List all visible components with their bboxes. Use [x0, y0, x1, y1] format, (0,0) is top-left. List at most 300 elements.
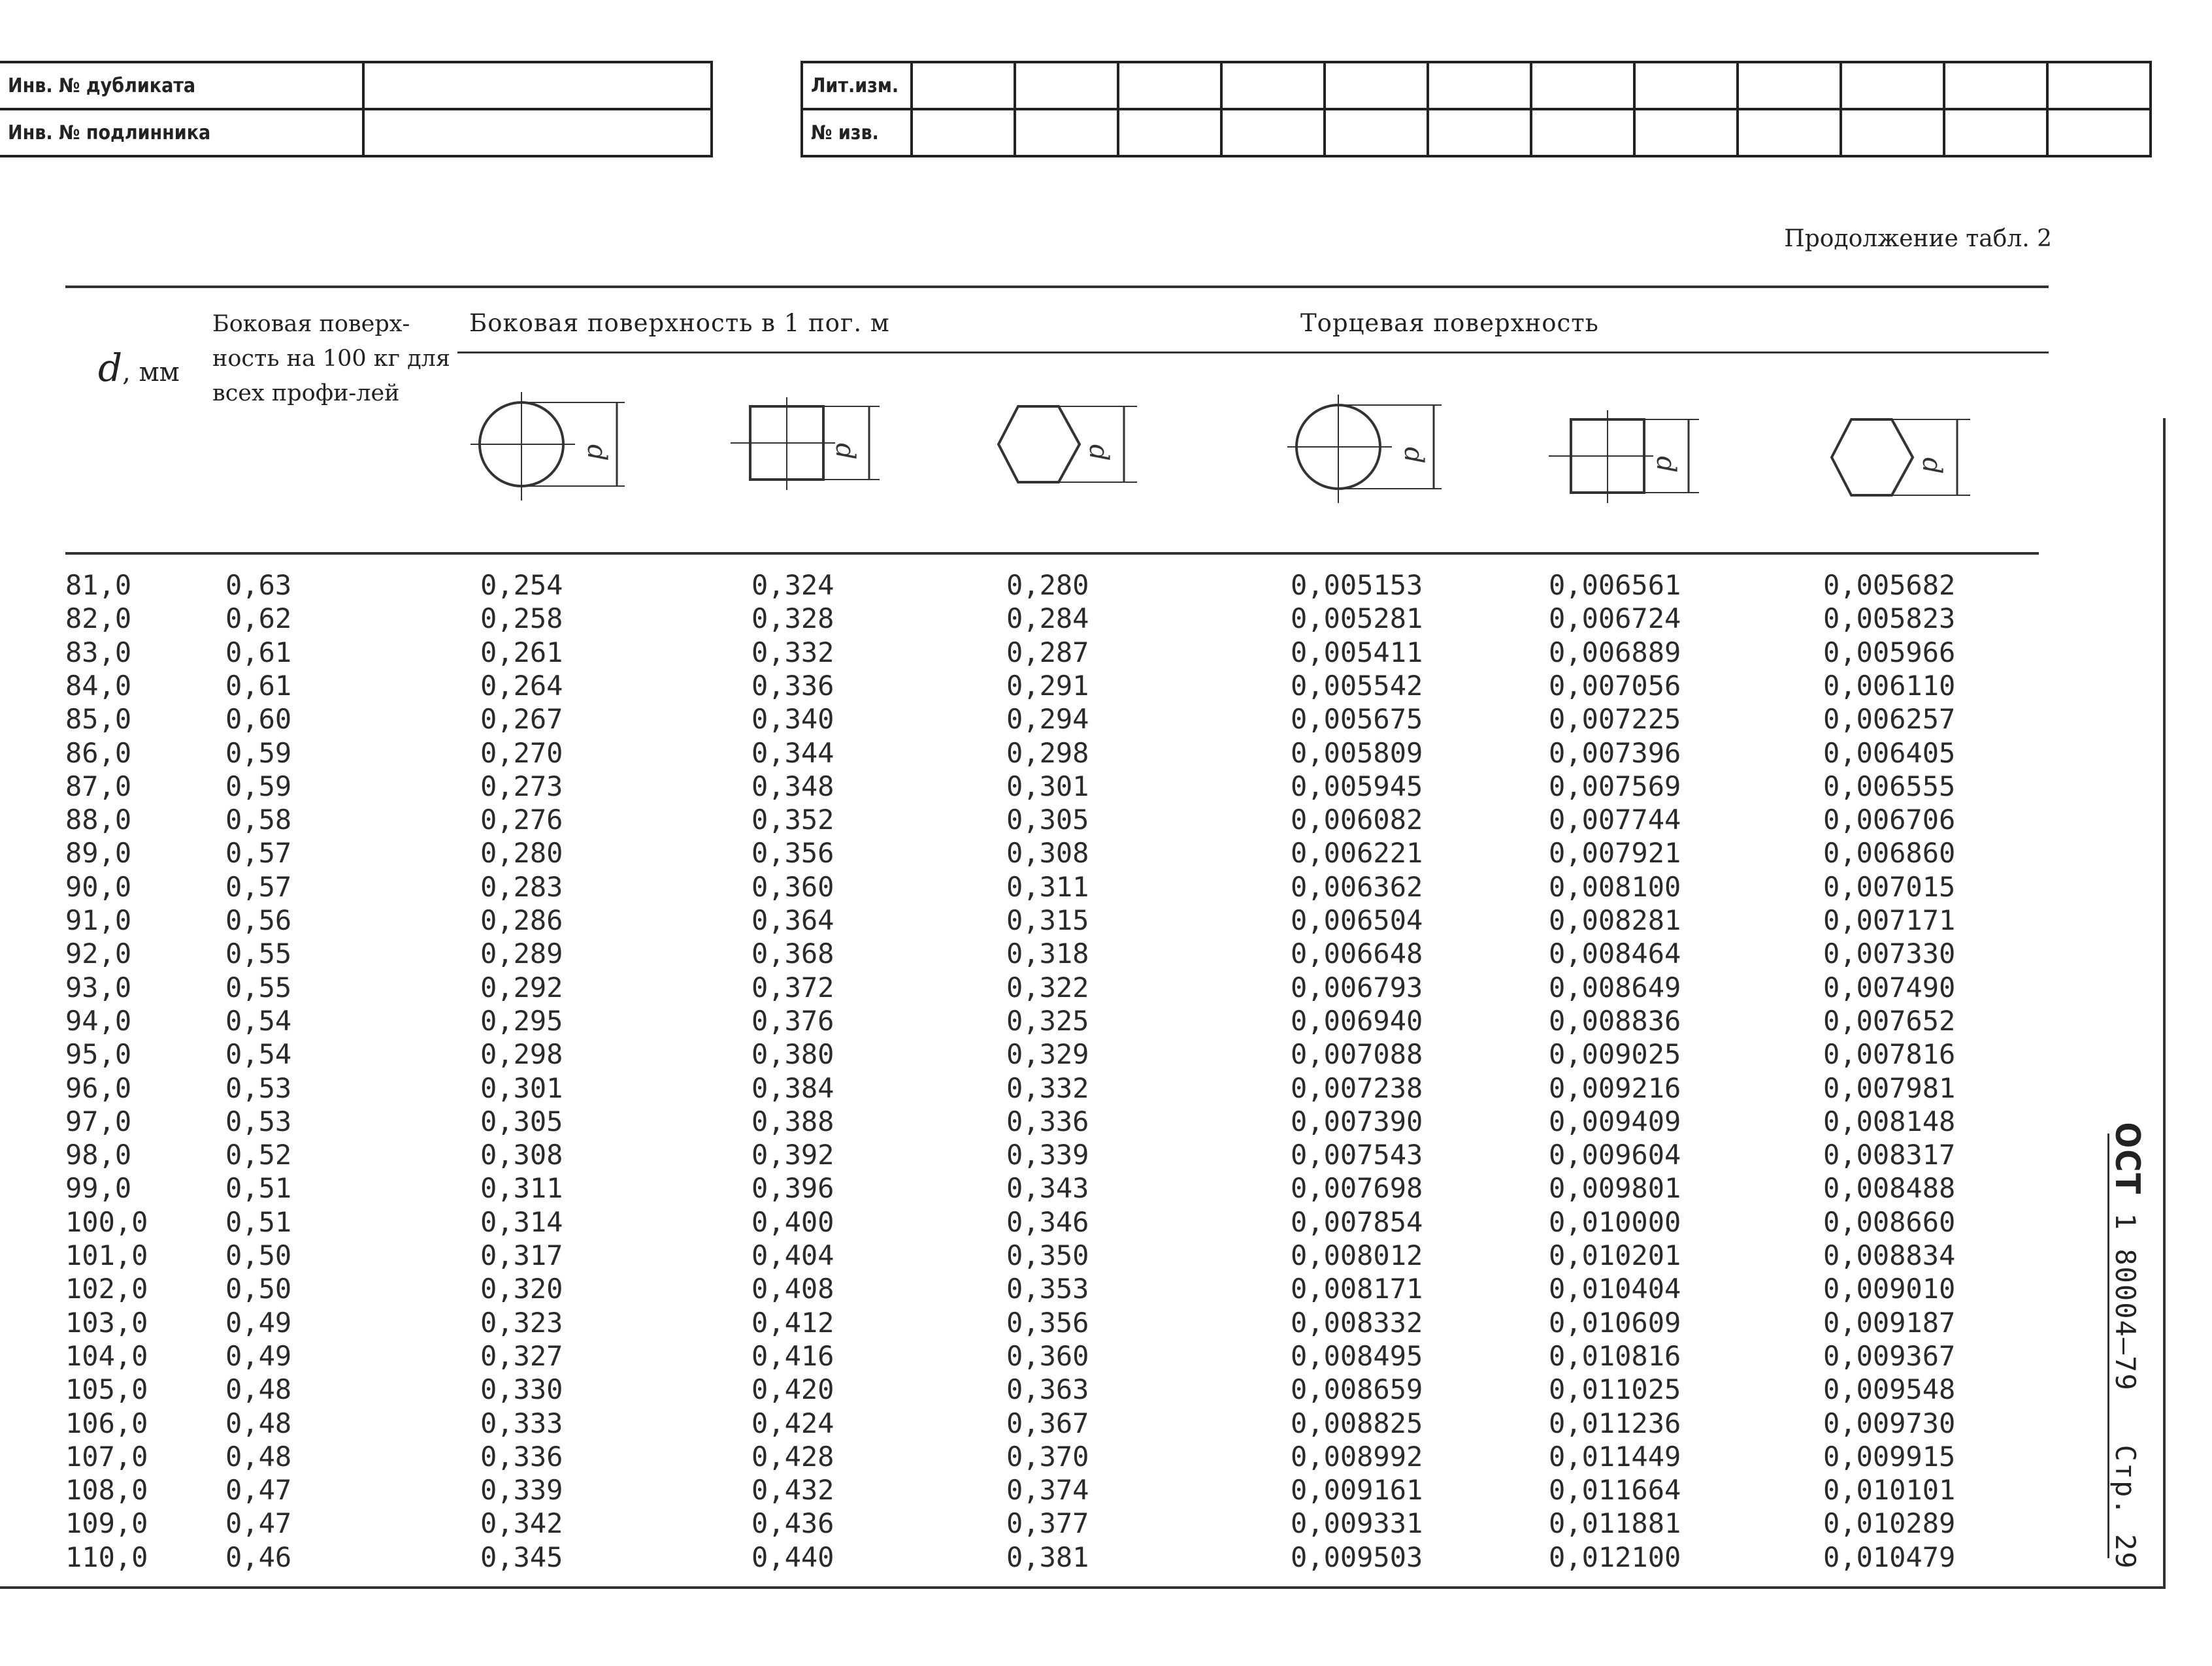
- end-circle-cell: 0,005675: [1291, 703, 1423, 735]
- end-circle-cell: 0,008495: [1291, 1340, 1423, 1372]
- original-inventory-value: [363, 109, 712, 156]
- side-square-cell: 0,432: [751, 1474, 834, 1506]
- stamp-cell: [1841, 62, 1944, 109]
- side-hexagon-cell: 0,287: [1006, 636, 1089, 668]
- table-row: [0, 1507, 2091, 1541]
- end-hexagon-cell: 0,006110: [1823, 670, 1956, 702]
- end-hexagon-cell: 0,007171: [1823, 904, 1956, 936]
- side-circle-cell: 0,298: [480, 1038, 563, 1070]
- duplicate-inventory-label: Инв. № дубликата: [0, 62, 363, 109]
- surface-100kg-cell: 0,61: [225, 636, 292, 668]
- table-row: [0, 1171, 2091, 1205]
- side-circle-cell: 0,264: [480, 670, 563, 702]
- end-circle-cell: 0,007543: [1291, 1139, 1423, 1171]
- side-hexagon-cell: 0,346: [1006, 1206, 1089, 1238]
- end-hexagon-cell: 0,006257: [1823, 703, 1956, 735]
- standard-ost-label: ОСТ: [2107, 1122, 2147, 1196]
- side-square-cell: 0,368: [751, 938, 834, 970]
- surface-100kg-cell: 0,59: [225, 737, 292, 769]
- square-profile-icon: [1549, 405, 1706, 516]
- diameter-cell: 109,0: [65, 1507, 148, 1539]
- end-circle-cell: 0,008825: [1291, 1407, 1423, 1439]
- side-square-cell: 0,428: [751, 1441, 834, 1473]
- stamp-cell: [1015, 109, 1118, 156]
- side-circle-cell: 0,283: [480, 871, 563, 903]
- side-circle-cell: 0,261: [480, 636, 563, 668]
- diameter-cell: 88,0: [65, 804, 132, 836]
- end-hexagon-cell: 0,010101: [1823, 1474, 1956, 1506]
- side-hexagon-cell: 0,350: [1006, 1239, 1089, 1271]
- end-circle-cell: 0,006082: [1291, 804, 1423, 836]
- end-square-cell: 0,011236: [1549, 1407, 1681, 1439]
- end-hexagon-cell: 0,007330: [1823, 938, 1956, 970]
- diameter-cell: 105,0: [65, 1373, 148, 1405]
- table-row: [0, 803, 2091, 837]
- end-hexagon-cell: 0,008488: [1823, 1172, 1956, 1204]
- hexagon-profile-icon: [993, 392, 1150, 503]
- table-top-rule: [65, 286, 2049, 288]
- end-square-cell: 0,010201: [1549, 1239, 1681, 1271]
- end-hexagon-cell: 0,007490: [1823, 972, 1956, 1004]
- end-square-cell: 0,008836: [1549, 1005, 1681, 1037]
- side-square-cell: 0,356: [751, 837, 834, 869]
- table-row: [0, 937, 2091, 971]
- end-circle-cell: 0,006221: [1291, 837, 1423, 869]
- side-square-cell: 0,376: [751, 1005, 834, 1037]
- end-hexagon-cell: 0,010479: [1823, 1541, 1956, 1573]
- table-row: [0, 1440, 2091, 1474]
- diameter-cell: 96,0: [65, 1072, 132, 1104]
- standard-number: 1 80004–79: [2109, 1213, 2141, 1392]
- stamp-row-izv: [802, 109, 2151, 156]
- side-circle-cell: 0,342: [480, 1507, 563, 1539]
- side-circle-cell: 0,314: [480, 1206, 563, 1238]
- end-circle-cell: 0,008659: [1291, 1373, 1423, 1405]
- side-circle-cell: 0,295: [480, 1005, 563, 1037]
- end-circle-cell: 0,006793: [1291, 972, 1423, 1004]
- end-circle-cell: 0,006504: [1291, 904, 1423, 936]
- surface-100kg-cell: 0,47: [225, 1474, 292, 1506]
- stamp-cell: [2047, 109, 2151, 156]
- side-circle-cell: 0,280: [480, 837, 563, 869]
- end-square-cell: 0,007921: [1549, 837, 1681, 869]
- side-hexagon-cell: 0,325: [1006, 1005, 1089, 1037]
- circle-profile-icon: [470, 385, 627, 503]
- surface-100kg-cell: 0,50: [225, 1239, 292, 1271]
- end-square-cell: 0,008100: [1549, 871, 1681, 903]
- end-circle-cell: 0,005281: [1291, 602, 1423, 634]
- side-circle-cell: 0,273: [480, 770, 563, 802]
- table-row: [0, 904, 2091, 938]
- end-circle-cell: 0,009503: [1291, 1541, 1423, 1573]
- stamp-cell: [2047, 62, 2151, 109]
- table-row: [0, 770, 2091, 804]
- surface-100kg-cell: 0,52: [225, 1139, 292, 1171]
- end-circle-cell: 0,005411: [1291, 636, 1423, 668]
- end-square-cell: 0,010609: [1549, 1307, 1681, 1339]
- diameter-cell: 90,0: [65, 871, 132, 903]
- side-square-cell: 0,340: [751, 703, 834, 735]
- diameter-cell: 102,0: [65, 1273, 148, 1305]
- side-circle-cell: 0,317: [480, 1239, 563, 1271]
- diameter-unit: , мм: [122, 357, 180, 387]
- side-hexagon-cell: 0,339: [1006, 1139, 1089, 1171]
- side-circle-cell: 0,276: [480, 804, 563, 836]
- table-row: [0, 636, 2091, 670]
- table-bottom-rule: [0, 1586, 2163, 1589]
- diameter-cell: 110,0: [65, 1541, 148, 1573]
- end-circle-cell: 0,006362: [1291, 871, 1423, 903]
- end-square-cell: 0,008464: [1549, 938, 1681, 970]
- side-circle-cell: 0,339: [480, 1474, 563, 1506]
- side-square-cell: 0,408: [751, 1273, 834, 1305]
- surface-100kg-cell: 0,49: [225, 1307, 292, 1339]
- end-square-cell: 0,010404: [1549, 1273, 1681, 1305]
- end-hexagon-cell: 0,008317: [1823, 1139, 1956, 1171]
- end-hexagon-cell: 0,010289: [1823, 1507, 1956, 1539]
- end-circle-cell: 0,009331: [1291, 1507, 1423, 1539]
- end-circle-cell: 0,007390: [1291, 1105, 1423, 1137]
- end-square-cell: 0,011025: [1549, 1373, 1681, 1405]
- surface-100kg-cell: 0,56: [225, 904, 292, 936]
- table-row: [0, 1272, 2091, 1306]
- stamp-cell: [1531, 62, 1634, 109]
- end-hexagon-cell: 0,006860: [1823, 837, 1956, 869]
- stamp-cell: [1118, 62, 1221, 109]
- surface-100kg-cell: 0,51: [225, 1206, 292, 1238]
- side-circle-cell: 0,327: [480, 1340, 563, 1372]
- diameter-cell: 106,0: [65, 1407, 148, 1439]
- side-square-cell: 0,360: [751, 871, 834, 903]
- side-hexagon-cell: 0,298: [1006, 737, 1089, 769]
- end-square-cell: 0,007744: [1549, 804, 1681, 836]
- surface-100kg-cell: 0,55: [225, 938, 292, 970]
- side-hexagon-cell: 0,377: [1006, 1507, 1089, 1539]
- end-circle-cell: 0,009161: [1291, 1474, 1423, 1506]
- end-square-cell: 0,008649: [1549, 972, 1681, 1004]
- square-profile-icon: [731, 392, 887, 503]
- surface-100kg-cell: 0,51: [225, 1172, 292, 1204]
- side-hexagon-cell: 0,318: [1006, 938, 1089, 970]
- stamp-cell: [1118, 109, 1221, 156]
- side-hexagon-cell: 0,329: [1006, 1038, 1089, 1070]
- diameter-cell: 86,0: [65, 737, 132, 769]
- side-hexagon-cell: 0,381: [1006, 1541, 1089, 1573]
- end-hexagon-cell: 0,007652: [1823, 1005, 1956, 1037]
- end-hexagon-cell: 0,005823: [1823, 602, 1956, 634]
- end-circle-cell: 0,007698: [1291, 1172, 1423, 1204]
- table-row: [0, 1071, 2091, 1105]
- surface-100kg-cell: 0,60: [225, 703, 292, 735]
- side-circle-cell: 0,305: [480, 1105, 563, 1137]
- diameter-cell: 91,0: [65, 904, 132, 936]
- side-square-cell: 0,420: [751, 1373, 834, 1405]
- end-hexagon-cell: 0,007816: [1823, 1038, 1956, 1070]
- stamp-inventory-table: [0, 61, 713, 157]
- side-hexagon-cell: 0,370: [1006, 1441, 1089, 1473]
- table-row: [0, 736, 2091, 770]
- end-square-cell: 0,007569: [1549, 770, 1681, 802]
- side-square-cell: 0,392: [751, 1139, 834, 1171]
- end-square-cell: 0,007056: [1549, 670, 1681, 702]
- side-surface-group-header: Боковая поверхность в 1 пог. м: [469, 309, 890, 337]
- end-hexagon-cell: 0,009730: [1823, 1407, 1956, 1439]
- original-inventory-label: Инв. № подлинника: [0, 109, 363, 156]
- end-hexagon-cell: 0,009915: [1823, 1441, 1956, 1473]
- diameter-cell: 83,0: [65, 636, 132, 668]
- stamp-cell: [1428, 109, 1531, 156]
- diameter-cell: 99,0: [65, 1172, 132, 1204]
- stamp-cell: [1944, 109, 2047, 156]
- surface-per-100kg-header: Боковая поверх-ность на 100 кг для всех профи-лей: [212, 311, 450, 406]
- side-circle-cell: 0,323: [480, 1307, 563, 1339]
- svg-text:d: d: [1651, 456, 1681, 473]
- stamp-cell: [1221, 109, 1325, 156]
- end-square-cell: 0,009801: [1549, 1172, 1681, 1204]
- side-circle-cell: 0,308: [480, 1139, 563, 1171]
- stamp-changes-table: [801, 61, 2152, 157]
- surface-100kg-cell: 0,54: [225, 1038, 292, 1070]
- svg-text:d: d: [582, 444, 612, 461]
- diameter-cell: 101,0: [65, 1239, 148, 1271]
- end-hexagon-cell: 0,009187: [1823, 1307, 1956, 1339]
- stamp-cell: [1325, 109, 1428, 156]
- side-hexagon-cell: 0,284: [1006, 602, 1089, 634]
- end-circle-cell: 0,008012: [1291, 1239, 1423, 1271]
- surface-100kg-cell: 0,50: [225, 1273, 292, 1305]
- surface-100kg-cell: 0,49: [225, 1340, 292, 1372]
- side-hexagon-cell: 0,374: [1006, 1474, 1089, 1506]
- end-square-cell: 0,010000: [1549, 1206, 1681, 1238]
- surface-100kg-cell: 0,59: [225, 770, 292, 802]
- surface-100kg-cell: 0,61: [225, 670, 292, 702]
- end-hexagon-cell: 0,008148: [1823, 1105, 1956, 1137]
- side-hexagon-cell: 0,353: [1006, 1273, 1089, 1305]
- stamp-cell: [1531, 109, 1634, 156]
- header-group-rule: [457, 351, 2049, 353]
- side-circle-cell: 0,345: [480, 1541, 563, 1573]
- diameter-cell: 93,0: [65, 972, 132, 1004]
- side-square-cell: 0,380: [751, 1038, 834, 1070]
- end-square-cell: 0,010816: [1549, 1340, 1681, 1372]
- end-circle-cell: 0,005945: [1291, 770, 1423, 802]
- hexagon-profile-icon: [1826, 405, 1983, 516]
- side-hexagon-cell: 0,363: [1006, 1373, 1089, 1405]
- stamp-cell: [1944, 62, 2047, 109]
- side-circle-cell: 0,336: [480, 1441, 563, 1473]
- table-row: [0, 836, 2091, 870]
- end-circle-cell: 0,005542: [1291, 670, 1423, 702]
- side-square-cell: 0,364: [751, 904, 834, 936]
- page-label: Стр.: [2109, 1445, 2141, 1516]
- side-square-cell: 0,348: [751, 770, 834, 802]
- end-square-cell: 0,011881: [1549, 1507, 1681, 1539]
- end-square-cell: 0,006724: [1549, 602, 1681, 634]
- diameter-cell: 81,0: [65, 569, 132, 601]
- surface-100kg-cell: 0,54: [225, 1005, 292, 1037]
- diameter-symbol: d: [98, 346, 123, 390]
- end-hexagon-cell: 0,007981: [1823, 1072, 1956, 1104]
- table-row: [0, 1105, 2091, 1139]
- side-circle-cell: 0,286: [480, 904, 563, 936]
- end-hexagon-cell: 0,006706: [1823, 804, 1956, 836]
- surface-100kg-cell: 0,47: [225, 1507, 292, 1539]
- end-circle-cell: 0,007088: [1291, 1038, 1423, 1070]
- end-circle-cell: 0,005153: [1291, 569, 1423, 601]
- surface-100kg-cell: 0,48: [225, 1441, 292, 1473]
- side-hexagon-cell: 0,294: [1006, 703, 1089, 735]
- side-circle-cell: 0,330: [480, 1373, 563, 1405]
- side-square-cell: 0,412: [751, 1307, 834, 1339]
- side-square-cell: 0,400: [751, 1206, 834, 1238]
- side-square-cell: 0,404: [751, 1239, 834, 1271]
- table-row: [0, 1373, 2091, 1407]
- side-circle-cell: 0,270: [480, 737, 563, 769]
- end-hexagon-cell: 0,009367: [1823, 1340, 1956, 1372]
- table-row: [0, 1541, 2091, 1575]
- side-circle-cell: 0,301: [480, 1072, 563, 1104]
- standard-designation: [2107, 1122, 2147, 1569]
- table-row: [0, 1004, 2091, 1038]
- side-hexagon-cell: 0,308: [1006, 837, 1089, 869]
- side-square-cell: 0,436: [751, 1507, 834, 1539]
- surface-100kg-cell: 0,57: [225, 837, 292, 869]
- end-hexagon-cell: 0,005682: [1823, 569, 1956, 601]
- table-row: [0, 602, 2091, 636]
- end-circle-cell: 0,005809: [1291, 737, 1423, 769]
- diameter-cell: 108,0: [65, 1474, 148, 1506]
- side-square-cell: 0,344: [751, 737, 834, 769]
- diameter-cell: 104,0: [65, 1340, 148, 1372]
- table-continuation-note: Продолжение табл. 2: [1784, 225, 2052, 252]
- diameter-cell: 107,0: [65, 1441, 148, 1473]
- side-circle-cell: 0,333: [480, 1407, 563, 1439]
- end-hexagon-cell: 0,007015: [1823, 871, 1956, 903]
- diameter-cell: 100,0: [65, 1206, 148, 1238]
- end-square-cell: 0,007396: [1549, 737, 1681, 769]
- diameter-column-header: [98, 346, 180, 391]
- side-hexagon-cell: 0,291: [1006, 670, 1089, 702]
- lit-change-label: Лит.изм.: [802, 62, 912, 109]
- side-circle-cell: 0,289: [480, 938, 563, 970]
- diameter-cell: 98,0: [65, 1139, 132, 1171]
- stamp-cell: [1738, 109, 1841, 156]
- side-circle-cell: 0,311: [480, 1172, 563, 1204]
- end-hexagon-cell: 0,006555: [1823, 770, 1956, 802]
- stamp-cell: [1841, 109, 1944, 156]
- end-square-cell: 0,006561: [1549, 569, 1681, 601]
- surface-100kg-cell: 0,63: [225, 569, 292, 601]
- diameter-cell: 82,0: [65, 602, 132, 634]
- end-square-cell: 0,007225: [1549, 703, 1681, 735]
- surface-100kg-cell: 0,58: [225, 804, 292, 836]
- end-square-cell: 0,011664: [1549, 1474, 1681, 1506]
- diameter-cell: 94,0: [65, 1005, 132, 1037]
- diameter-cell: 84,0: [65, 670, 132, 702]
- side-circle-cell: 0,320: [480, 1273, 563, 1305]
- diameter-cell: 89,0: [65, 837, 132, 869]
- side-hexagon-cell: 0,311: [1006, 871, 1089, 903]
- stamp-cell: [1738, 62, 1841, 109]
- surface-100kg-cell: 0,53: [225, 1072, 292, 1104]
- stamp-row-duplicate: [0, 62, 712, 109]
- side-hexagon-cell: 0,315: [1006, 904, 1089, 936]
- side-hexagon-cell: 0,322: [1006, 972, 1089, 1004]
- surface-100kg-cell: 0,55: [225, 972, 292, 1004]
- side-square-cell: 0,384: [751, 1072, 834, 1104]
- stamp-row-original: [0, 109, 712, 156]
- end-hexagon-cell: 0,009010: [1823, 1273, 1956, 1305]
- table-row: [0, 971, 2091, 1005]
- side-hexagon-cell: 0,360: [1006, 1340, 1089, 1372]
- stamp-cell: [1634, 109, 1738, 156]
- side-circle-cell: 0,292: [480, 972, 563, 1004]
- end-circle-cell: 0,007854: [1291, 1206, 1423, 1238]
- surface-100kg-cell: 0,48: [225, 1373, 292, 1405]
- table-row: [0, 702, 2091, 736]
- table-row: [0, 669, 2091, 703]
- table-row: [0, 1473, 2091, 1507]
- end-circle-cell: 0,008171: [1291, 1273, 1423, 1305]
- svg-text:d: d: [1398, 447, 1428, 464]
- side-square-cell: 0,388: [751, 1105, 834, 1137]
- surface-100kg-cell: 0,48: [225, 1407, 292, 1439]
- side-hexagon-cell: 0,367: [1006, 1407, 1089, 1439]
- side-hexagon-cell: 0,305: [1006, 804, 1089, 836]
- end-square-cell: 0,009025: [1549, 1038, 1681, 1070]
- surface-100kg-cell: 0,62: [225, 602, 292, 634]
- side-circle-cell: 0,267: [480, 703, 563, 735]
- side-square-cell: 0,324: [751, 569, 834, 601]
- stamp-cell: [1428, 62, 1531, 109]
- side-square-cell: 0,424: [751, 1407, 834, 1439]
- table-row: [0, 1205, 2091, 1239]
- end-surface-group-header: Торцевая поверхность: [1300, 309, 1599, 337]
- end-hexagon-cell: 0,008660: [1823, 1206, 1956, 1238]
- diameter-cell: 97,0: [65, 1105, 132, 1137]
- end-circle-cell: 0,008332: [1291, 1307, 1423, 1339]
- side-hexagon-cell: 0,332: [1006, 1072, 1089, 1104]
- side-hexagon-cell: 0,280: [1006, 569, 1089, 601]
- side-square-cell: 0,416: [751, 1340, 834, 1372]
- side-circle-cell: 0,254: [480, 569, 563, 601]
- end-hexagon-cell: 0,009548: [1823, 1373, 1956, 1405]
- circle-profile-icon: [1287, 392, 1444, 510]
- stamp-cell: [1015, 62, 1118, 109]
- side-hexagon-cell: 0,356: [1006, 1307, 1089, 1339]
- diameter-cell: 95,0: [65, 1038, 132, 1070]
- svg-text:d: d: [1083, 444, 1114, 461]
- side-square-cell: 0,332: [751, 636, 834, 668]
- stamp-row-lit: [802, 62, 2151, 109]
- diameter-cell: 103,0: [65, 1307, 148, 1339]
- end-square-cell: 0,009604: [1549, 1139, 1681, 1171]
- page-number: 29: [2109, 1533, 2141, 1570]
- diameter-cell: 87,0: [65, 770, 132, 802]
- end-square-cell: 0,012100: [1549, 1541, 1681, 1573]
- side-square-cell: 0,328: [751, 602, 834, 634]
- side-square-cell: 0,396: [751, 1172, 834, 1204]
- side-square-cell: 0,440: [751, 1541, 834, 1573]
- surface-100kg-cell: 0,57: [225, 871, 292, 903]
- table-row: [0, 1306, 2091, 1340]
- end-circle-cell: 0,007238: [1291, 1072, 1423, 1104]
- duplicate-inventory-value: [363, 62, 712, 109]
- end-square-cell: 0,008281: [1549, 904, 1681, 936]
- table-row: [0, 870, 2091, 904]
- side-square-cell: 0,336: [751, 670, 834, 702]
- stamp-cell: [912, 109, 1015, 156]
